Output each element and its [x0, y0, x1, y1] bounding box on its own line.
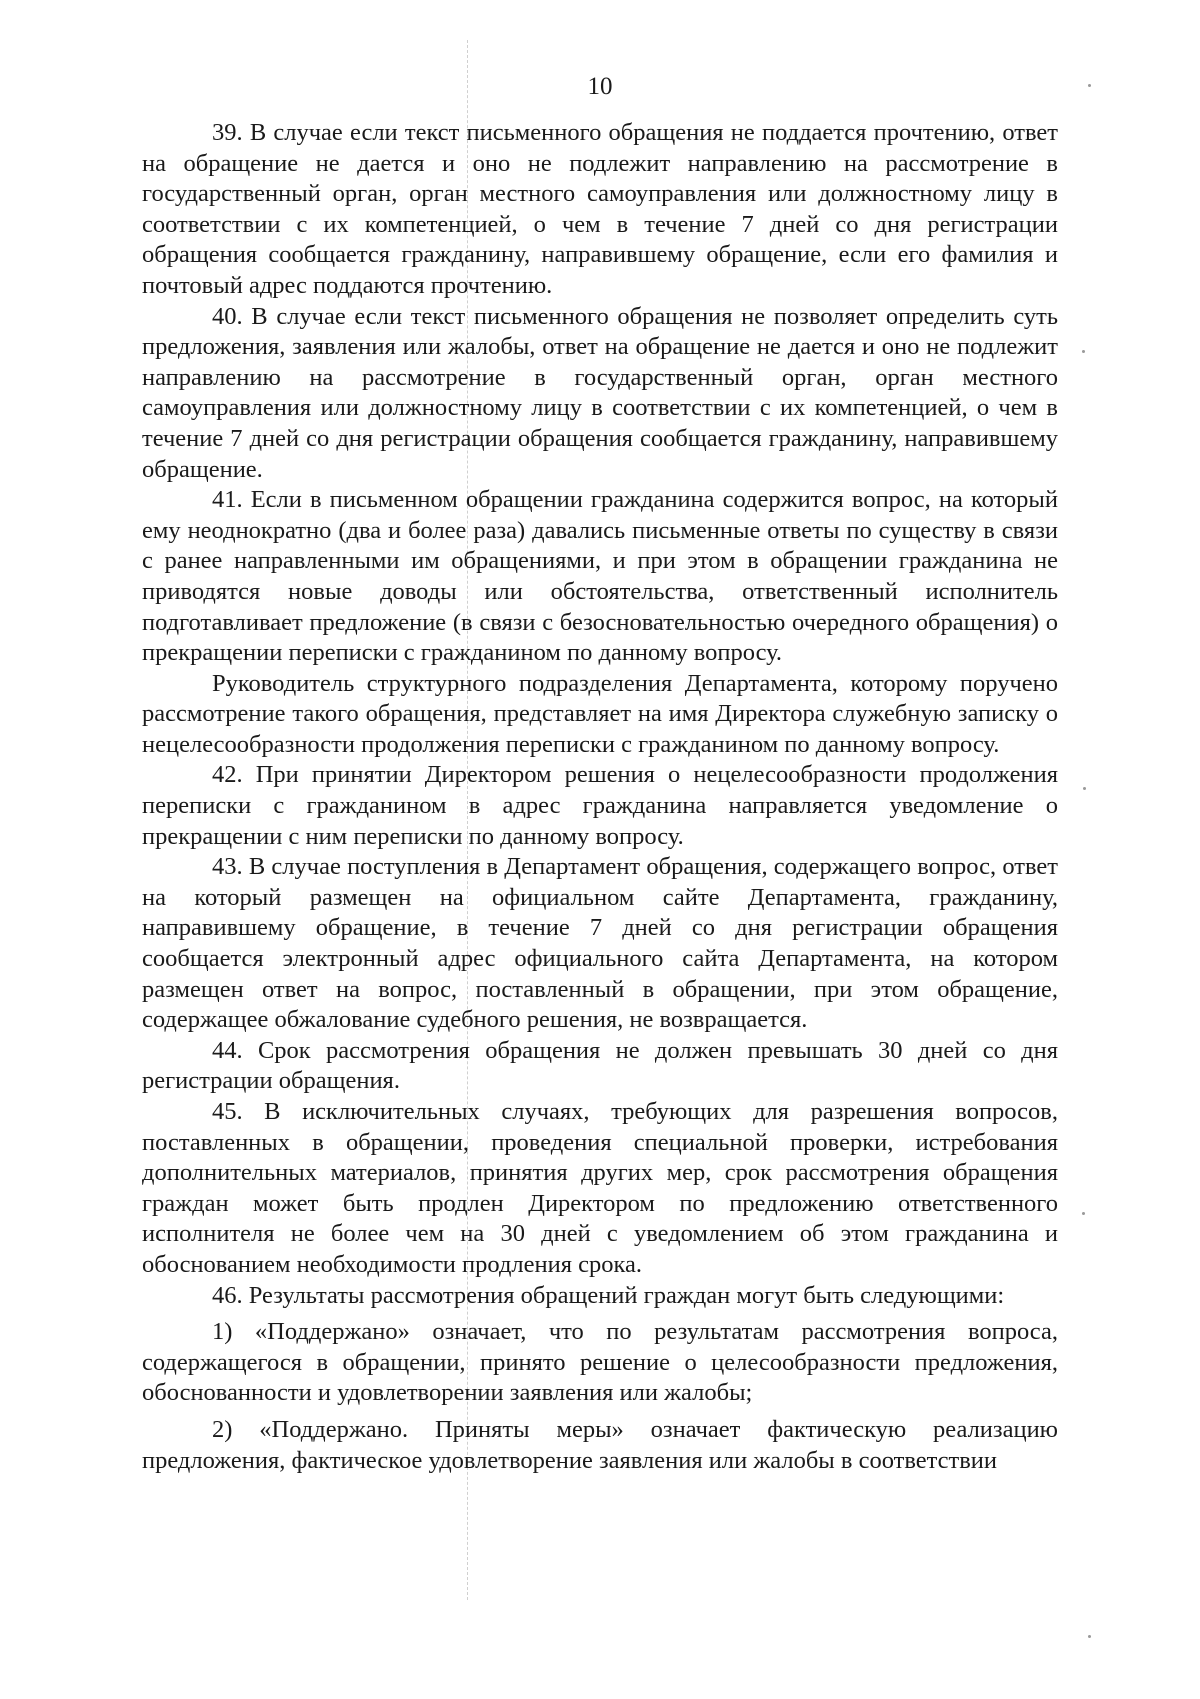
paragraph-43: 43. В случае поступления в Департамент обращения, содержащего вопрос, ответ на который размещен на официальном сайте Департамента, гражданину, направившему обращение, в течение 7 дней со дня регистрации обращения сообщается электронный адрес официального сайта Департамента, на котором размещен ответ на вопрос, поставленный в обращении, при этом обращение, содержащее обжалование судебного решения, не возвращается.: [142, 853, 1058, 1034]
scan-speck: [1082, 1212, 1085, 1215]
paragraph-39: 39. В случае если текст письменного обращения не поддается прочтению, ответ на обращение не дается и оно не подлежит направлению на рассмотрение в государственный орган, орган местного самоуправления или должностному лицу в соответствии с их компетенцией, о чем в течение 7 дней со дня регистрации обращения сообщается гражданину, направившему обращение, если его фамилия и почтовый адрес поддаются прочтению.: [142, 119, 1058, 299]
paragraph-46: 46. Результаты рассмотрения обращений граждан могут быть следующими:: [212, 1281, 1005, 1309]
page-number: 10: [587, 73, 613, 100]
scan-speck: [1083, 787, 1086, 790]
list-item-1: 1) «Поддержано» означает, что по результатам рассмотрения вопроса, содержащегося в обращении, принято решение о целесообразности предложения, обоснованности и удовлетворении заявления или жалобы;: [142, 1318, 1058, 1407]
scan-speck: [1088, 1635, 1091, 1638]
paragraph-44: 44. Срок рассмотрения обращения не должен превышать 30 дней со дня регистрации обращения.: [142, 1036, 1058, 1095]
paragraph-41: 41. Если в письменном обращении гражданина содержится вопрос, на который ему неоднократно (два и более раза) давались письменные ответы по существу в связи с ранее направленными им обращениями, и при этом в обращении гражданина не приводятся новые доводы или обстоятельства, ответственный исполнитель подготавливает предложение (в связи с безосновательностью очередного обращения) о прекращении переписки с гражданином по данному вопросу.: [142, 486, 1058, 667]
paragraph-42: 42. При принятии Директором решения о нецелесообразности продолжения переписки с гражданином в адрес гражданина направляется уведомление о прекращении с ним переписки по данному вопросу.: [142, 761, 1058, 850]
paragraph-45: 45. В исключительных случаях, требующих для разрешения вопросов, поставленных в обращении, проведения специальной проверки, истребования дополнительных материалов, принятия других мер, срок рассмотрения обращения граждан может быть продлен Директором по предложению ответственного исполнителя не более чем на 30 дней с уведомлением об этом гражданина и обоснованием необходимости продления срока.: [142, 1098, 1058, 1278]
document-body: [142, 118, 1058, 1476]
list-item-2: 2) «Поддержано. Приняты меры» означает фактическую реализацию предложения, фактическое удовлетворение заявления или жалобы в соответствии: [142, 1415, 1058, 1474]
paragraph-40: 40. В случае если текст письменного обращения не позволяет определить суть предложения, заявления или жалобы, ответ на обращение не дается и оно не подлежит направлению на рассмотрение в государственный орган, орган местного самоуправления или должностному лицу в соответствии с их компетенцией, о чем в течение 7 дней со дня регистрации обращения сообщается гражданину, направившему обращение.: [142, 302, 1058, 483]
scan-speck: [1082, 350, 1085, 353]
paragraph-41-continuation: Руководитель структурного подразделения Департамента, которому поручено рассмотрение такого обращения, представляет на имя Директора служебную записку о нецелесообразности продолжения переписки с гражданином по данному вопросу.: [142, 669, 1058, 758]
